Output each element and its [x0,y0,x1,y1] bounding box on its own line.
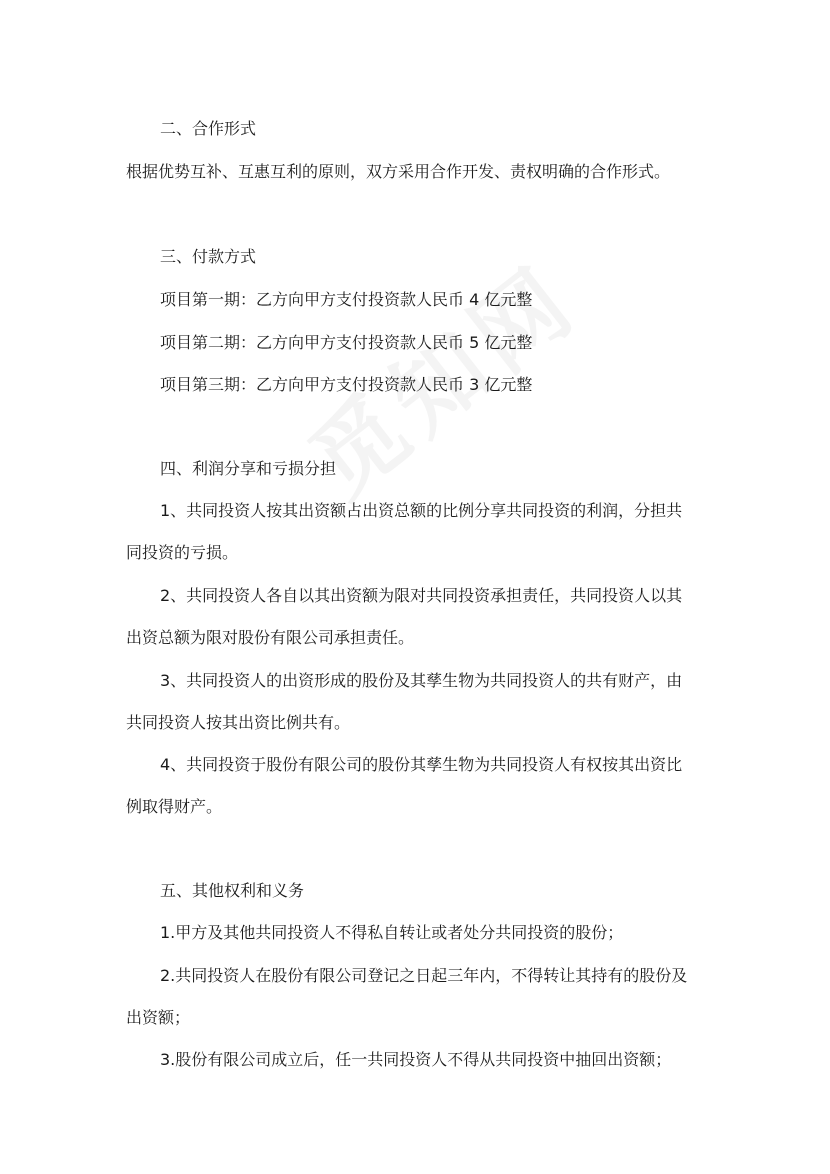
payment-item-phase-1: 项目第一期：乙方向甲方支付投资款人民币 4 亿元整 [160,290,533,309]
payment-item-phase-3: 项目第三期：乙方向甲方支付投资款人民币 3 亿元整 [160,375,533,394]
section-heading-profit-loss: 四、利润分享和亏损分担 [160,459,337,478]
clause-line: 4、共同投资于股份有限公司的股份其孳生物为共同投资人有权按其出资比 [160,755,683,774]
clause-line: 1.甲方及其他共同投资人不得私自转让或者处分共同投资的股份； [160,923,624,942]
payment-item-phase-2: 项目第二期：乙方向甲方支付投资款人民币 5 亿元整 [160,333,533,352]
clause-line: 出资总额为限对股份有限公司承担责任。 [126,628,415,647]
clause-line: 出资额； [126,1008,191,1027]
section-paragraph: 根据优势互补、互惠互利的原则，双方采用合作开发、责权明确的合作形式。 [126,162,671,181]
clause-line: 例取得财产。 [126,797,223,816]
clause-line: 同投资的亏损。 [126,543,239,562]
clause-line: 3、共同投资人的出资形成的股份及其孳生物为共同投资人的共有财产，由 [160,671,683,690]
clause-line: 2、共同投资人各自以其出资额为限对共同投资承担责任，共同投资人以其 [160,586,683,605]
clause-line: 共同投资人按其出资比例共有。 [126,713,351,732]
section-heading-other-rights: 五、其他权利和义务 [160,881,305,900]
section-heading-payment-method: 三、付款方式 [160,247,257,266]
clause-line: 1、共同投资人按其出资额占出资总额的比例分享共同投资的利润，分担共 [160,501,683,520]
clause-line: 2.共同投资人在股份有限公司登记之日起三年内，不得转让其持有的股份及 [160,966,688,985]
clause-line: 3.股份有限公司成立后，任一共同投资人不得从共同投资中抽回出资额； [160,1050,672,1069]
section-heading-cooperation-form: 二、合作形式 [160,119,257,138]
